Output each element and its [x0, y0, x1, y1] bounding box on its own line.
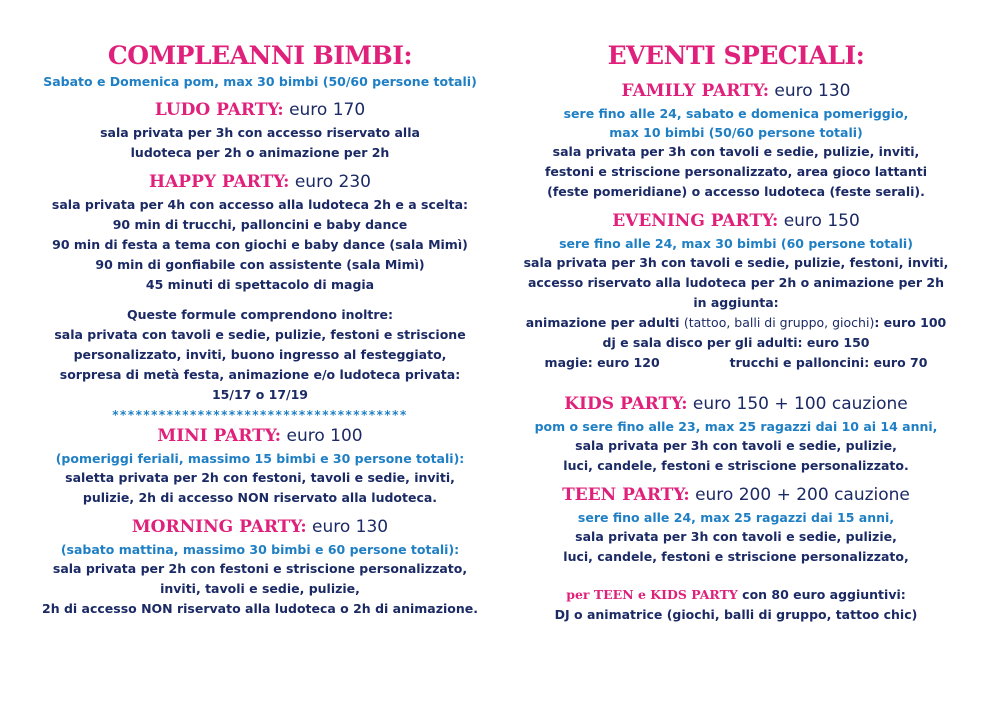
- happy-party-line: 90 min di gonfiabile con assistente (sala Mimì): [95, 257, 425, 272]
- kids-party-line: sala privata per 3h con tavoli e sedie, pulizie,: [575, 438, 897, 453]
- mini-party-price: euro 100: [286, 426, 363, 446]
- evening-party-note: sere fino alle 24, max 30 bimbi (60 persone totali): [559, 236, 913, 251]
- ludo-party-heading: [20, 97, 500, 123]
- teen-party-name: TEEN PARTY:: [562, 485, 690, 505]
- happy-party-line: sala privata per 4h con accesso alla ludoteca 2h e a scelta:: [51, 197, 469, 212]
- mini-party-heading: [20, 423, 500, 449]
- ludo-party-line: sala privata per 3h con accesso riservato alla: [100, 125, 420, 140]
- happy-party-price: euro 230: [294, 172, 371, 192]
- evening-party-name: EVENING PARTY:: [612, 211, 779, 231]
- teen-party-heading: [505, 482, 967, 508]
- teen-party-note: sere fino alle 24, max 25 ragazzi dai 15 anni,: [577, 510, 895, 525]
- family-party-note: max 10 bimbi (50/60 persone totali): [609, 125, 863, 140]
- evening-party-line: accesso riservato alla ludoteca per 2h o animazione per 2h: [527, 275, 945, 290]
- ludo-party-line: ludoteca per 2h o animazione per 2h: [130, 145, 390, 160]
- morning-party-name: MORNING PARTY:: [131, 517, 307, 537]
- kids-party-heading: [505, 391, 967, 417]
- evening-party-heading: [505, 208, 967, 234]
- evening-dj-line: dj e sala disco per gli adulti: euro 150: [602, 335, 870, 350]
- happy-party-line: 45 minuti di spettacolo di magia: [145, 277, 375, 292]
- compleanni-subtitle: Sabato e Domenica pom, max 30 bimbi (50/60 persone totali): [43, 74, 477, 89]
- kids-party-note: pom o sere fino alle 23, max 25 ragazzi dai 10 ai 14 anni,: [534, 419, 938, 434]
- family-party-note: sere fino alle 24, sabato e domenica pomeriggio,: [563, 106, 909, 121]
- mini-party-name: MINI PARTY:: [157, 426, 282, 446]
- formule-line: personalizzato, inviti, buono ingresso al festeggiato,: [73, 347, 447, 362]
- footer-heading: [505, 585, 967, 605]
- family-party-line: (feste pomeridiane) o accesso ludoteca (feste serali).: [547, 184, 925, 199]
- happy-party-name: HAPPY PARTY:: [149, 172, 290, 192]
- ludo-party-price: euro 170: [289, 100, 366, 120]
- happy-party-line: 90 min di festa a tema con giochi e baby dance (sala Mimì): [52, 237, 468, 252]
- mini-party-line: saletta privata per 2h con festoni, tavoli e sedie, inviti,: [65, 470, 455, 485]
- family-party-heading: [505, 78, 967, 104]
- evening-extra-suffix: : euro 100: [874, 315, 947, 330]
- evening-party-line: sala privata per 3h con tavoli e sedie, pulizie, festoni, inviti,: [523, 255, 949, 270]
- family-party-line: festoni e striscione personalizzato, area gioco lattanti: [544, 164, 928, 179]
- formule-line: sorpresa di metà festa, animazione e/o ludoteca privata:: [59, 367, 461, 382]
- teen-party-line: luci, candele, festoni e striscione personalizzato,: [563, 549, 909, 564]
- morning-party-price: euro 130: [312, 517, 389, 537]
- family-party-name: FAMILY PARTY:: [621, 81, 769, 101]
- evening-magie: magie: euro 120: [544, 355, 660, 370]
- kids-party-price: euro 150 + 100 cauzione: [692, 394, 908, 414]
- footer-pink: per TEEN e KIDS PARTY: [566, 587, 738, 602]
- eventi-title: EVENTI SPECIALI:: [607, 41, 865, 70]
- morning-party-note: (sabato mattina, massimo 30 bimbi e 60 persone totali):: [60, 542, 460, 557]
- ludo-party-name: LUDO PARTY:: [154, 100, 284, 120]
- evening-extra-line: [505, 313, 967, 333]
- evening-party-price: euro 150: [783, 211, 860, 231]
- happy-party-line: 90 min di trucchi, palloncini e baby dance: [112, 217, 408, 232]
- formule-line: Queste formule comprendono inoltre:: [126, 307, 394, 322]
- mini-party-note: (pomeriggi feriali, massimo 15 bimbi e 30 persone totali):: [55, 451, 465, 466]
- teen-party-price: euro 200 + 200 cauzione: [695, 485, 910, 505]
- compleanni-title: COMPLEANNI BIMBI:: [107, 41, 413, 70]
- star-divider: **************************************: [112, 408, 408, 422]
- morning-party-line: sala privata per 2h con festoni e striscione personalizzato,: [52, 561, 468, 576]
- formule-line: 15/17 o 17/19: [211, 387, 308, 402]
- footer-rest: con 80 euro aggiuntivi:: [742, 587, 906, 602]
- compleanni-column: [20, 40, 500, 619]
- evening-trucchi: trucchi e palloncini: euro 70: [729, 355, 928, 370]
- footer-line: DJ o animatrice (giochi, balli di gruppo, tattoo chic): [554, 607, 918, 622]
- eventi-column: [505, 40, 967, 625]
- family-party-line: sala privata per 3h con tavoli e sedie, pulizie, inviti,: [552, 144, 920, 159]
- morning-party-line: inviti, tavoli e sedie, pulizie,: [160, 581, 360, 596]
- formule-line: sala privata con tavoli e sedie, pulizie, festoni e striscione: [54, 327, 466, 342]
- teen-party-line: sala privata per 3h con tavoli e sedie, pulizie,: [575, 529, 897, 544]
- morning-party-line: 2h di accesso NON riservato alla ludoteca o 2h di animazione.: [42, 601, 478, 616]
- morning-party-heading: [20, 514, 500, 540]
- kids-party-line: luci, candele, festoni e striscione personalizzato.: [563, 458, 909, 473]
- happy-party-heading: [20, 169, 500, 195]
- evening-extra-paren: (tattoo, balli di gruppo, giochi): [683, 315, 875, 330]
- evening-party-line: in aggiunta:: [693, 295, 779, 310]
- family-party-price: euro 130: [774, 81, 851, 101]
- mini-party-line: pulizie, 2h di accesso NON riservato alla ludoteca.: [82, 490, 438, 505]
- kids-party-name: KIDS PARTY:: [564, 394, 688, 414]
- evening-options-row: [505, 353, 967, 373]
- evening-extra-prefix: animazione per adulti: [525, 315, 680, 330]
